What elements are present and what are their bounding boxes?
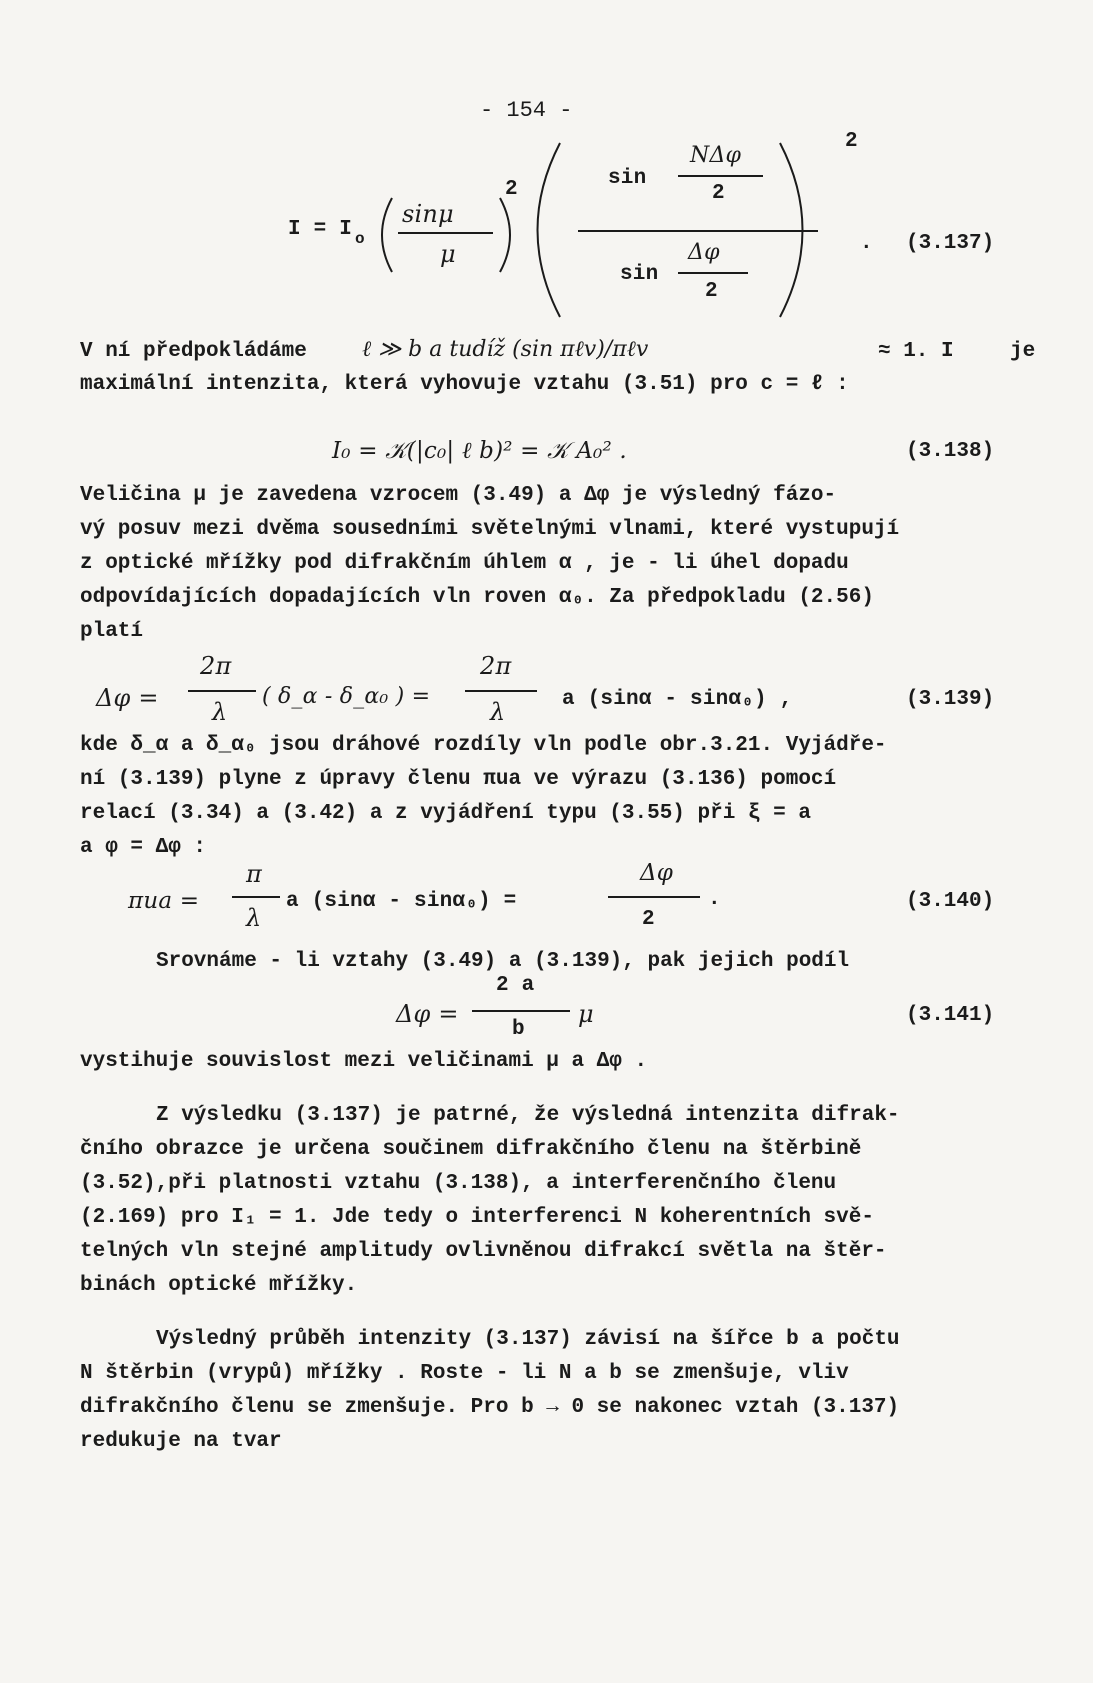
para6-line2: čního obrazce je určena součinem difrakčního členu na štěrbině — [80, 1138, 862, 1161]
eq139-f2-top: 2π — [480, 652, 512, 680]
eq137-den-sin: sin — [620, 263, 659, 286]
eq137-num-bot: 2 — [712, 182, 725, 205]
eq137-exp: 2 — [505, 178, 518, 201]
eq139-rhs: a (sinα - sinα₀) , — [562, 688, 793, 711]
para6-line5: telných vln stejné amplitudy ovlivněnou difrakcí světla na štěr- — [80, 1240, 887, 1263]
eq137-sub: o — [355, 230, 365, 248]
para2-line2: vý posuv mezi dvěma sousedními světelnými vlnami, které vystupují — [80, 518, 900, 541]
eq137-den-bar — [678, 272, 748, 274]
eq139-label: (3.139) — [906, 688, 995, 711]
eq141-rhs: μ — [578, 1000, 594, 1028]
eq137-num-top: NΔφ — [690, 143, 742, 168]
eq140-lhs: πua = — [128, 888, 200, 914]
eq140-dot: . — [708, 888, 721, 911]
eq137-mu: μ — [440, 240, 456, 268]
eq137-lhs: I = I — [288, 218, 353, 241]
para7-line1: Výsledný průběh intenzity (3.137) závisí na šířce b a počtu — [156, 1328, 900, 1351]
eq140-f1-bar — [232, 896, 280, 898]
para1-line1d: je — [1010, 340, 1036, 363]
para7-line3: difrakčního členu se zmenšuje. Pro b → 0 se nakonec vztah (3.137) — [80, 1396, 900, 1419]
eq140-f1-bot: λ — [246, 904, 262, 932]
para1-line1a: V ní předpokládáme — [80, 340, 307, 363]
para1-line1b: ℓ ≫ b a tudíž (sin πℓv)/πℓv — [362, 337, 649, 362]
para4-line1: Srovnáme - li vztahy (3.49) a (3.139), pak jejich podíl — [156, 950, 850, 973]
para7-line2: N štěrbin (vrypů) mřížky . Roste - li N a b se zmenšuje, vliv — [80, 1362, 849, 1385]
para3-line4: a φ = Δφ : — [80, 836, 207, 859]
eq137-exp2: 2 — [845, 130, 858, 153]
para7-line4: redukuje na tvar — [80, 1430, 282, 1453]
eq140-f2-bot: 2 — [642, 908, 655, 931]
eq141-top: 2 a — [496, 974, 535, 997]
eq139-f1-top: 2π — [200, 652, 232, 680]
eq137-sinmu: sinμ — [402, 200, 454, 228]
para6-line6: binách optické mřížky. — [80, 1274, 358, 1297]
para6-line3: (3.52),při platnosti vztahu (3.138), a interferenčního členu — [80, 1172, 837, 1195]
eq137-main-bar — [578, 230, 818, 232]
para5-line1: vystihuje souvislost mezi veličinami μ a Δφ . — [80, 1050, 648, 1073]
eq139-f2-bar — [465, 690, 537, 692]
eq139-f1-bot: λ — [212, 698, 228, 726]
eq141-lhs: Δφ = — [396, 1000, 459, 1028]
para1-line2: maximální intenzita, která vyhovuje vztahu (3.51) pro c = ℓ : — [80, 373, 849, 396]
eq138-text: I₀ = 𝒦(|c₀| ℓ b)² = 𝒦 A₀² . — [332, 438, 627, 464]
eq137-num-sin: sin — [608, 167, 647, 190]
para3-line1: kde δ_α a δ_α₀ jsou dráhové rozdíly vln podle obr.3.21. Vyjádře- — [80, 734, 887, 757]
para2-line4: odpovídajících dopadajících vln roven α₀. Za předpokladu (2.56) — [80, 586, 874, 609]
eq141-bar — [472, 1010, 570, 1012]
para3-line3: relací (3.34) a (3.42) a z vyjádření typu (3.55) při ξ = a — [80, 802, 811, 825]
eq140-f2-bar — [608, 896, 700, 898]
para6-line4: (2.169) pro I₁ = 1. Jde tedy o interferenci N koherentních svě- — [80, 1206, 874, 1229]
eq138-label: (3.138) — [906, 440, 995, 463]
eq137-den-bot: 2 — [705, 280, 718, 303]
eq137-dot: . — [860, 232, 873, 255]
para1-line1c: ≈ 1. I — [878, 340, 954, 363]
eq140-f2-top: Δφ — [640, 860, 674, 886]
eq137-num-bar — [678, 175, 763, 177]
eq140-label: (3.140) — [906, 890, 995, 913]
eq139-f1-bar — [188, 690, 256, 692]
para2-line1: Veličina μ je zavedena vzrocem (3.49) a Δφ je výsledný fázo- — [80, 484, 837, 507]
page-number: - 154 - — [480, 98, 573, 123]
para3-line2: ní (3.139) plyne z úpravy členu πua ve výrazu (3.136) pomocí — [80, 768, 837, 791]
eq137-label: (3.137) — [906, 232, 995, 255]
para6-line1: Z výsledku (3.137) je patrné, že výsledná intenzita difrak- — [156, 1104, 900, 1127]
eq137-den-top: Δφ — [688, 240, 720, 265]
eq140-mid: a (sinα - sinα₀) = — [286, 890, 517, 913]
eq141-label: (3.141) — [906, 1004, 995, 1027]
eq140-f1-top: π — [246, 860, 262, 888]
para2-line3: z optické mřížky pod difrakčním úhlem α , je - li úhel dopadu — [80, 552, 849, 575]
eq141-bot: b — [512, 1018, 525, 1041]
eq139-f2-bot: λ — [490, 698, 506, 726]
eq139-mid: ( δ_α - δ_α₀ ) = — [262, 684, 431, 709]
para2-line5: platí — [80, 620, 144, 643]
eq139-lhs: Δφ = — [96, 684, 159, 712]
eq137-frac-bar-1 — [398, 232, 493, 234]
